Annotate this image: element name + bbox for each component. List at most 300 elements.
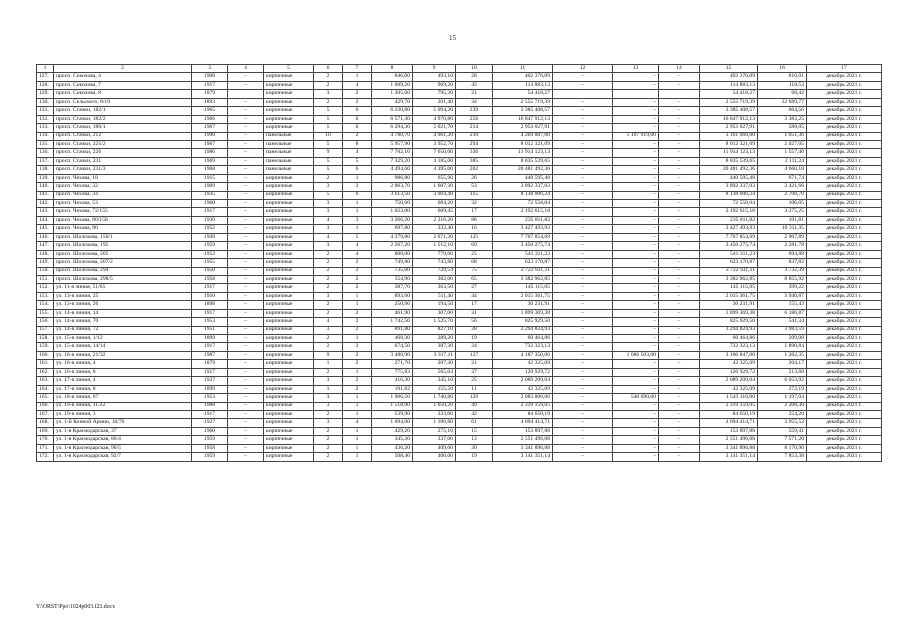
table-cell: просп. Стачки, 231/3	[54, 166, 192, 174]
table-cell: 28	[456, 73, 493, 81]
table-cell: просп. Стачки, 186/1	[54, 124, 192, 132]
table-cell: кирпичные	[264, 453, 314, 461]
table-cell: 440 595,48	[700, 174, 758, 182]
table-cell: 56	[456, 318, 493, 326]
table-cell: 1960	[192, 427, 228, 435]
table-cell: кирпичные	[264, 124, 314, 132]
table-cell: просп. Стачки, 225/2	[54, 140, 192, 148]
table-cell: декабрь 2021 г.	[807, 250, 882, 258]
table-cell: 3 385 408,57	[700, 107, 758, 115]
table-cell: 2	[343, 385, 372, 393]
column-header-15: 15	[700, 65, 758, 73]
table-cell: 588,05	[758, 124, 807, 132]
table-cell: –	[553, 107, 613, 115]
table-cell: 409,00	[413, 444, 456, 452]
table-cell: 5	[314, 107, 343, 115]
table-cell: кирпичные	[264, 309, 314, 317]
table-cell: –	[613, 225, 659, 233]
table-cell: 1 899 369,38	[700, 309, 758, 317]
table-cell: 6 571,30	[372, 115, 413, 123]
table-cell: –	[553, 436, 613, 444]
table-cell: 2 671,30	[413, 233, 456, 241]
table-row	[37, 444, 882, 452]
table-cell: 28	[456, 326, 493, 334]
table-cell: 816,01	[758, 73, 807, 81]
table-row	[37, 124, 882, 132]
table-cell: 795,30	[413, 90, 456, 98]
table-cell: –	[659, 394, 700, 402]
table-cell: –	[613, 140, 659, 148]
table-cell: 2	[343, 326, 372, 334]
table-cell: –	[613, 73, 659, 81]
table-cell: декабрь 2021 г.	[807, 351, 882, 359]
table-cell: –	[613, 107, 659, 115]
table-row	[37, 377, 882, 385]
table-row	[37, 191, 882, 199]
table-cell: кирпичные	[264, 81, 314, 89]
table-cell: 8 835 539,65	[493, 157, 553, 165]
table-row	[37, 385, 882, 393]
table-cell: 6 330,80	[372, 107, 413, 115]
table-cell: –	[613, 436, 659, 444]
table-cell: 2	[343, 351, 372, 359]
table-cell: –	[659, 98, 700, 106]
table-cell: 4 187 350,00	[493, 351, 553, 359]
table-cell: –	[613, 402, 659, 410]
table-cell: 289,20	[413, 335, 456, 343]
table-cell: 1990	[192, 132, 228, 140]
table-cell: 2	[343, 284, 372, 292]
table-cell: декабрь 2021 г.	[807, 242, 882, 250]
table-cell: 1 518,90	[372, 402, 413, 410]
table-cell: 54 418,27	[700, 90, 758, 98]
table-cell: 3 940,87	[758, 292, 807, 300]
table-cell: 337,00	[413, 436, 456, 444]
table-cell: 16	[456, 225, 493, 233]
table-cell: 1986	[192, 149, 228, 157]
table-cell: 4 694 414,71	[700, 419, 758, 427]
table-row	[37, 157, 882, 165]
table-cell: 2	[314, 284, 343, 292]
table-cell: 1	[343, 225, 372, 233]
table-cell: декабрь 2021 г.	[807, 267, 882, 275]
table-row	[37, 335, 882, 343]
table-cell: декабрь 2021 г.	[807, 284, 882, 292]
table-cell: –	[228, 183, 264, 191]
table-row	[37, 81, 882, 89]
table-cell: 11 914 123,13	[493, 149, 553, 157]
table-cell: –	[553, 200, 613, 208]
table-cell: 8 138 006,24	[700, 191, 758, 199]
table-row	[37, 90, 882, 98]
table-cell: 202	[456, 166, 493, 174]
table-cell: 729,54	[413, 267, 456, 275]
table-cell: 2 319 159,05	[700, 402, 758, 410]
table-cell: 25	[456, 377, 493, 385]
table-cell: –	[613, 385, 659, 393]
table-cell: 2 027,05	[758, 140, 807, 148]
table-cell: 2	[314, 309, 343, 317]
table-cell: –	[228, 250, 264, 258]
table-row	[37, 275, 882, 283]
table-cell: 30 231,91	[493, 301, 553, 309]
table-cell: 17	[456, 301, 493, 309]
table-cell: декабрь 2021 г.	[807, 140, 882, 148]
table-cell: 2 192 615,18	[493, 208, 553, 216]
table-cell: 1953	[192, 318, 228, 326]
table-cell: –	[659, 343, 700, 351]
table-cell: кирпичные	[264, 259, 314, 267]
table-cell: 49	[456, 402, 493, 410]
table-row	[37, 292, 882, 300]
table-cell: 694,88	[758, 250, 807, 258]
table-cell: –	[659, 444, 700, 452]
table-cell: –	[553, 216, 613, 224]
table-cell: 4	[314, 318, 343, 326]
table-cell: 3 341 896,88	[700, 444, 758, 452]
table-cell: 32	[456, 200, 493, 208]
table-cell: 3	[314, 377, 343, 385]
table-row	[37, 233, 882, 241]
table-cell: 3 382 962,85	[700, 275, 758, 283]
table-cell: 146.	[37, 233, 54, 241]
column-header-16: 16	[758, 65, 807, 73]
table-row	[37, 267, 882, 275]
table-cell: декабрь 2021 г.	[807, 73, 882, 81]
table-cell: декабрь 2021 г.	[807, 132, 882, 140]
table-cell: кирпичные	[264, 174, 314, 182]
table-cell: 2	[343, 360, 372, 368]
table-cell: –	[228, 81, 264, 89]
table-cell: 72 558,04	[700, 200, 758, 208]
table-cell: –	[613, 377, 659, 385]
table-cell: 2	[343, 309, 372, 317]
table-cell: 3	[314, 225, 343, 233]
housing-table	[36, 64, 882, 462]
table-cell: 3 141 351,14	[493, 453, 553, 461]
table-cell: 42 325,09	[493, 360, 553, 368]
table-cell: –	[613, 301, 659, 309]
table-cell: –	[553, 149, 613, 157]
table-cell: 271,70	[372, 360, 413, 368]
table-cell: 1	[343, 444, 372, 452]
table-cell: 541 311,23	[700, 250, 758, 258]
table-cell: 169.	[37, 427, 54, 435]
table-cell: 239	[456, 107, 493, 115]
table-cell: –	[659, 410, 700, 418]
table-cell: 3 480,90	[372, 351, 413, 359]
table-cell: –	[228, 267, 264, 275]
table-cell: –	[553, 73, 613, 81]
table-cell: 135.	[37, 140, 54, 148]
table-cell: 130.	[37, 98, 54, 106]
table-cell: –	[613, 115, 659, 123]
table-cell: 1958	[192, 275, 228, 283]
column-header-1: 1	[37, 65, 54, 73]
table-row	[37, 208, 882, 216]
table-cell: 468,30	[372, 335, 413, 343]
table-cell: –	[553, 81, 613, 89]
table-cell: 539,90	[372, 410, 413, 418]
table-cell: –	[553, 368, 613, 376]
table-cell: 30	[456, 444, 493, 452]
table-cell: декабрь 2021 г.	[807, 377, 882, 385]
table-cell: 2	[343, 259, 372, 267]
column-header-6: 6	[314, 65, 343, 73]
table-cell: 141.	[37, 191, 54, 199]
table-cell: 399,22	[758, 284, 807, 292]
table-cell: просп. Чехова, 80/158	[54, 216, 192, 224]
table-cell: 8 012 321,09	[700, 140, 758, 148]
table-cell: просп. Шолохова, 207/2	[54, 259, 192, 267]
table-cell: 3	[314, 394, 343, 402]
table-body	[37, 73, 882, 461]
table-cell: –	[553, 377, 613, 385]
table-row	[37, 351, 882, 359]
table-cell: кирпичные	[264, 292, 314, 300]
table-cell: 118,53	[758, 81, 807, 89]
table-cell: 194,50	[413, 301, 456, 309]
table-row	[37, 242, 882, 250]
table-cell: 1 906,50	[372, 394, 413, 402]
table-cell: декабрь 2021 г.	[807, 309, 882, 317]
table-cell: 554,90	[372, 275, 413, 283]
table-cell: 1 543 116,00	[700, 394, 758, 402]
table-cell: –	[659, 233, 700, 241]
table-cell: кирпичные	[264, 419, 314, 427]
table-cell: –	[613, 216, 659, 224]
footer-file-path: Y:\ORST\Ppo\1024p003.f23.docx	[36, 604, 116, 610]
table-cell: 2	[314, 427, 343, 435]
table-cell: 2 089 209,04	[700, 377, 758, 385]
table-cell: 2	[314, 436, 343, 444]
table-cell: –	[228, 427, 264, 435]
table-cell: –	[228, 444, 264, 452]
table-cell: декабрь 2021 г.	[807, 301, 882, 309]
table-cell: –	[553, 309, 613, 317]
table-cell: 1	[343, 410, 372, 418]
column-header-17: 17	[807, 65, 882, 73]
table-cell: –	[613, 98, 659, 106]
table-cell: 145.	[37, 225, 54, 233]
table-cell: 345,10	[413, 377, 456, 385]
table-row	[37, 301, 882, 309]
table-cell: 3 294 824,93	[493, 326, 553, 334]
table-cell: 1910	[192, 292, 228, 300]
table-cell: 3	[343, 216, 372, 224]
table-cell: просп. Шолохова, 205	[54, 250, 192, 258]
table-cell: 2 267,20	[372, 242, 413, 250]
table-cell: 1987	[192, 351, 228, 359]
table-cell: 2 111,24	[758, 157, 807, 165]
table-cell: –	[228, 402, 264, 410]
table-cell: 3 952,70	[413, 140, 456, 148]
table-cell: 155,43	[758, 301, 807, 309]
table-cell: 2	[314, 267, 343, 275]
table-cell: 213,68	[758, 368, 807, 376]
table-cell: 1 525,70	[413, 318, 456, 326]
table-cell: 1958	[192, 444, 228, 452]
table-cell: –	[659, 149, 700, 157]
table-cell: 825 929,50	[700, 318, 758, 326]
table-cell: 84 650,19	[700, 410, 758, 418]
table-cell: 307,00	[413, 309, 456, 317]
table-cell: кирпичные	[264, 90, 314, 98]
column-header-7: 7	[343, 65, 372, 73]
table-cell: 837,82	[758, 259, 807, 267]
table-cell: 382,00	[413, 275, 456, 283]
table-cell: 235 811,82	[493, 216, 553, 224]
table-cell: 168.	[37, 419, 54, 427]
table-cell: декабрь 2021 г.	[807, 174, 882, 182]
table-cell: 1952	[192, 250, 228, 258]
table-cell: кирпичные	[264, 115, 314, 123]
table-cell: –	[228, 149, 264, 157]
table-cell: –	[553, 402, 613, 410]
table-cell: 540 690,00	[613, 394, 659, 402]
table-cell: –	[613, 166, 659, 174]
table-cell: 1 557,40	[758, 149, 807, 157]
table-cell: 2 192 615,18	[700, 208, 758, 216]
table-cell: 1899	[192, 335, 228, 343]
table-cell: 387,70	[372, 284, 413, 292]
table-cell: 541 311,23	[493, 250, 553, 258]
table-cell: 8	[343, 140, 372, 148]
table-cell: 1917	[192, 208, 228, 216]
table-row	[37, 166, 882, 174]
table-cell: 664,56	[758, 107, 807, 115]
table-cell: декабрь 2021 г.	[807, 81, 882, 89]
table-cell: 1917	[192, 81, 228, 89]
table-cell: 6	[343, 107, 372, 115]
table-cell: –	[553, 318, 613, 326]
table-cell: 68,42	[758, 90, 807, 98]
table-cell: 363,50	[413, 284, 456, 292]
table-cell: 2 063,70	[372, 183, 413, 191]
table-cell: 151.	[37, 275, 54, 283]
table-cell: 142.	[37, 200, 54, 208]
table-cell: декабрь 2021 г.	[807, 115, 882, 123]
table-cell: –	[659, 368, 700, 376]
table-cell: –	[613, 233, 659, 241]
table-cell: 623 170,87	[700, 259, 758, 267]
table-cell: 2	[314, 174, 343, 182]
table-cell: –	[228, 166, 264, 174]
table-cell: ул. 14-я линия, 72	[54, 326, 192, 334]
table-cell: 160.	[37, 351, 54, 359]
table-cell: –	[228, 216, 264, 224]
table-cell: 7 767 854,69	[493, 233, 553, 241]
table-cell: 732 323,13	[700, 343, 758, 351]
table-cell: 4	[314, 216, 343, 224]
table-cell: кирпичные	[264, 233, 314, 241]
table-cell: –	[553, 326, 613, 334]
table-cell: 148.	[37, 250, 54, 258]
table-cell: 565,04	[413, 368, 456, 376]
table-cell: 127	[456, 351, 493, 359]
table-cell: –	[613, 267, 659, 275]
table-cell: 674,50	[372, 343, 413, 351]
table-cell: –	[553, 132, 613, 140]
table-cell: 2	[343, 318, 372, 326]
table-cell: 1960	[192, 200, 228, 208]
table-cell: 2	[314, 81, 343, 89]
table-cell: просп. Шолохова, 294	[54, 267, 192, 275]
table-cell: просп. Стачки, 226	[54, 149, 192, 157]
table-cell: –	[613, 242, 659, 250]
table-cell: –	[553, 250, 613, 258]
table-cell: –	[613, 284, 659, 292]
table-cell: 1	[343, 436, 372, 444]
table-cell: 1 197,04	[758, 394, 807, 402]
table-row	[37, 225, 882, 233]
table-cell: –	[613, 259, 659, 267]
table-cell: –	[553, 351, 613, 359]
table-row	[37, 343, 882, 351]
table-cell: 1	[343, 208, 372, 216]
table-cell: 1898	[192, 301, 228, 309]
table-cell: 1917	[192, 309, 228, 317]
table-cell: 493,10	[413, 73, 456, 81]
table-cell: 5	[314, 191, 343, 199]
table-cell: 2	[314, 301, 343, 309]
table-cell: –	[553, 335, 613, 343]
table-cell: –	[613, 157, 659, 165]
table-cell: –	[659, 124, 700, 132]
table-cell: 2	[314, 275, 343, 283]
table-cell: 4	[343, 242, 372, 250]
table-cell: –	[659, 225, 700, 233]
table-cell: 4 061,30	[413, 132, 456, 140]
table-cell: панельные	[264, 166, 314, 174]
table-cell: –	[613, 81, 659, 89]
table-cell: –	[228, 335, 264, 343]
table-row	[37, 368, 882, 376]
table-cell: –	[659, 73, 700, 81]
table-cell: –	[613, 208, 659, 216]
table-cell: 31	[456, 309, 493, 317]
table-cell: кирпичные	[264, 267, 314, 275]
table-row	[37, 402, 882, 410]
table-cell: кирпичные	[264, 250, 314, 258]
table-cell: 1927	[192, 419, 228, 427]
table-cell: 1	[343, 368, 372, 376]
table-cell: –	[659, 267, 700, 275]
table-cell: 101,81	[758, 216, 807, 224]
table-cell: 272,19	[758, 385, 807, 393]
table-cell: 1 890,84	[758, 343, 807, 351]
table-cell: кирпичные	[264, 444, 314, 452]
table-cell: 1955	[192, 259, 228, 267]
table-cell: –	[553, 124, 613, 132]
table-cell: ул. 1-й Конной Армии, 10/70	[54, 419, 192, 427]
table-cell: 6 186,87	[758, 309, 807, 317]
table-cell: –	[228, 292, 264, 300]
table-cell: –	[228, 318, 264, 326]
table-cell: 139.	[37, 174, 54, 182]
table-cell: 684,20	[413, 200, 456, 208]
table-cell: ул. 1-я Краснодарская, 37	[54, 427, 192, 435]
table-cell: –	[553, 360, 613, 368]
table-cell: кирпичные	[264, 368, 314, 376]
table-cell: 1 262,35	[758, 351, 807, 359]
table-cell: 27	[456, 284, 493, 292]
table-cell: 10	[314, 132, 343, 140]
table-cell: 5	[314, 166, 343, 174]
table-cell: 1	[343, 394, 372, 402]
table-cell: 7 767 854,69	[700, 233, 758, 241]
table-cell: 144.	[37, 216, 54, 224]
